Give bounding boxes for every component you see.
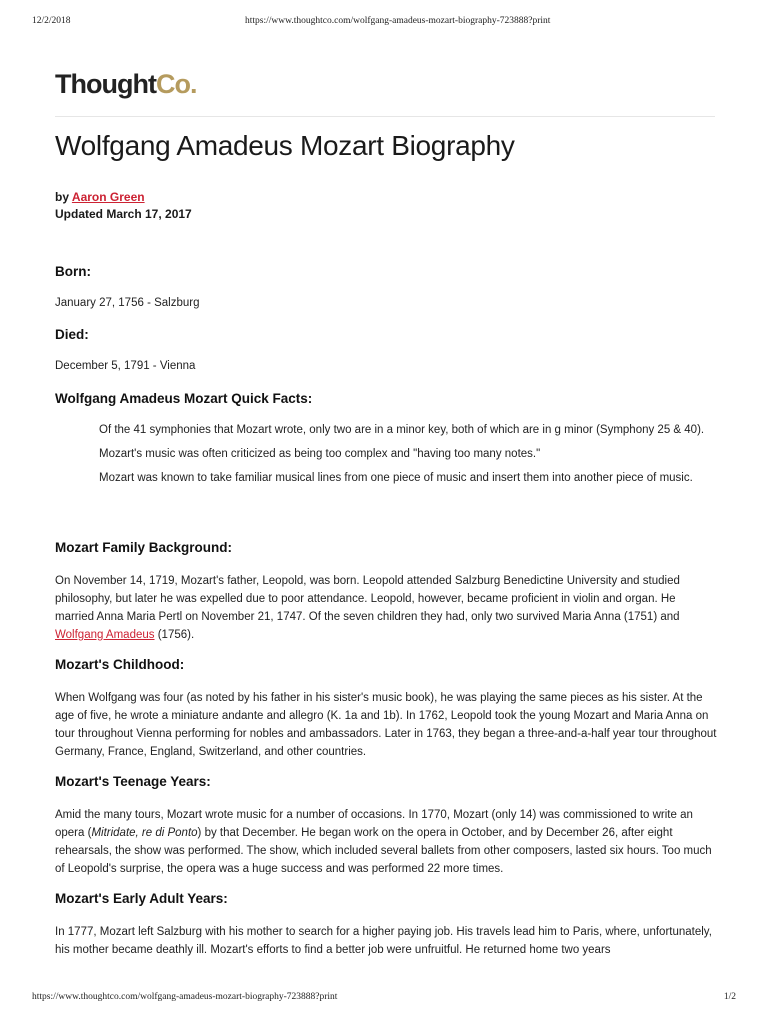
page-number: 1/2 xyxy=(723,992,736,1002)
quick-facts-heading: Wolfgang Amadeus Mozart Quick Facts: xyxy=(55,391,313,406)
teenage-text-end: ) by that December. He began work on the opera in October, and by December 26, after eight rehearsals, the show was performed. The show, which included several ballets from other composers, lasted six hours. Too much of Leopold's surprise, the opera was a huge success and was performed 22 more times. xyxy=(55,827,712,875)
wolfgang-amadeus-link[interactable]: Wolfgang Amadeus xyxy=(55,629,155,641)
family-heading: Mozart Family Background: xyxy=(55,540,233,555)
died-heading: Died: xyxy=(55,327,89,342)
print-url: https://www.thoughtco.com/wolfgang-amadeus-mozart-biography-723888?print xyxy=(245,16,551,26)
author-link[interactable]: Aaron Green xyxy=(71,190,145,204)
header-divider xyxy=(55,116,715,117)
updated-date: Updated March 17, 2017 xyxy=(55,207,192,221)
logo-accent: Co. xyxy=(155,69,197,99)
byline xyxy=(55,190,145,204)
teenage-paragraph xyxy=(55,806,715,878)
born-value: January 27, 1756 - Salzburg xyxy=(55,297,200,309)
print-date: 12/2/2018 xyxy=(32,16,71,26)
childhood-heading: Mozart's Childhood: xyxy=(55,657,185,672)
family-text-end: (1756). xyxy=(154,629,195,641)
family-paragraph xyxy=(55,572,715,644)
footer-url: https://www.thoughtco.com/wolfgang-amadeus-mozart-biography-723888?print xyxy=(32,992,338,1002)
print-footer xyxy=(0,992,768,1008)
teenage-heading: Mozart's Teenage Years: xyxy=(55,774,211,789)
born-heading: Born: xyxy=(55,264,91,279)
teenage-text: Amid the many tours, Mozart wrote music for a number of occasions. In 1770, Mozart (only 14) was commissioned to write an opera ( xyxy=(55,809,693,839)
byline-prefix: by xyxy=(55,190,72,204)
quick-fact-item: Mozart's music was often criticized as being too complex and "having too many notes." xyxy=(99,448,541,460)
quick-fact-item: Mozart was known to take familiar musical lines from one piece of music and insert them into another piece of music. xyxy=(99,472,693,484)
opera-title: Mitridate, re di Ponto xyxy=(91,827,198,839)
thoughtco-logo[interactable] xyxy=(55,69,196,100)
page-title: Wolfgang Amadeus Mozart Biography xyxy=(55,130,515,161)
childhood-paragraph: When Wolfgang was four (as noted by his father in his sister's music book), he was playing the same pieces as his sister. At the age of five, he wrote a miniature andante and allegro (K. 1a and 1b). In 1762, Leopold took the young Mozart and Maria Anna on tour throughout Vienna performing for nobles and ambassadors. Later in 1763, they began a three-and-a-half year tour throughout Germany, France, England, Switzerland, and other countries. xyxy=(55,692,717,758)
early-adult-paragraph: In 1777, Mozart left Salzburg with his mother to search for a higher paying job. His travels lead him to Paris, where, unfortunately, his mother became deathly ill. Mozart's efforts to find a better job were unfruitful. He returned home two years xyxy=(55,926,712,956)
quick-fact-item: Of the 41 symphonies that Mozart wrote, only two are in a minor key, both of which are in g minor (Symphony 25 & 40). xyxy=(99,424,705,436)
family-text: On November 14, 1719, Mozart's father, Leopold, was born. Leopold attended Salzburg Benedictine University and studied philosophy, but later he was expelled due to poor attendance. Leopold, however, became proficient in violin and organ. He married Anna Maria Pertl on November 21, 1747. Of the seven children they had, only two survived Maria Anna (1751) and xyxy=(55,575,680,623)
quick-facts-list xyxy=(99,421,715,487)
print-header xyxy=(0,16,768,32)
logo-main: Thought xyxy=(55,69,156,99)
died-value: December 5, 1791 - Vienna xyxy=(55,360,196,372)
early-adult-heading: Mozart's Early Adult Years: xyxy=(55,891,228,906)
